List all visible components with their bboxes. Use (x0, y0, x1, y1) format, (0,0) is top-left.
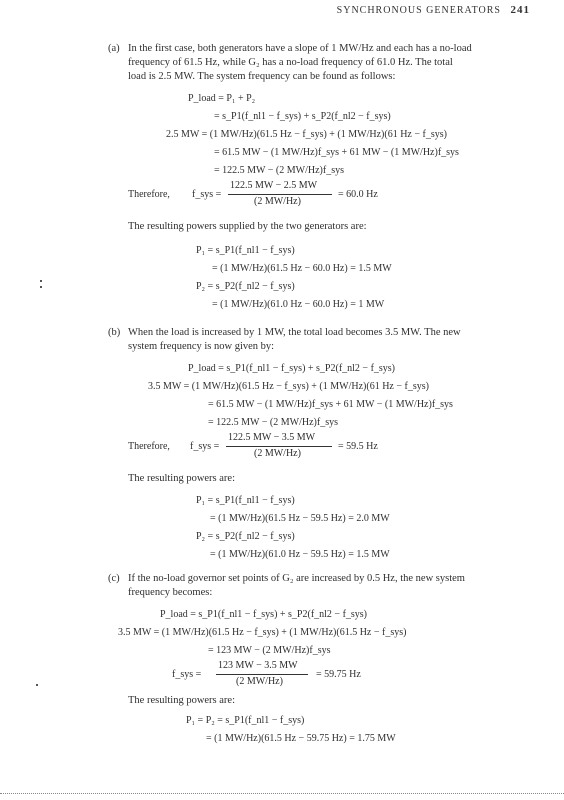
part-c-line-2: frequency becomes: (128, 587, 213, 598)
part-b-fsys-lhs: f_sys = (190, 441, 220, 452)
part-a-fsys-result: = 60.0 Hz (338, 189, 378, 200)
part-b-fsys-denominator: (2 MW/Hz) (254, 448, 301, 459)
part-c-line-1: If the no-load governor set points of G₂ are increased by 0.5 Hz, the new system (128, 573, 465, 584)
part-a-therefore: Therefore, (128, 189, 170, 200)
part-a-eq-2: = s_P1(f_nl1 − f_sys) + s_P2(f_nl2 − f_sys) (214, 111, 391, 122)
part-a-line-1: In the first case, both generators have a slope of 1 MW/Hz and each has a no-load (128, 43, 472, 54)
part-b-fsys-result: = 59.5 Hz (338, 441, 378, 452)
part-a-eq-3: 2.5 MW = (1 MW/Hz)(61.5 Hz − f_sys) + (1 MW/Hz)(61 Hz − f_sys) (166, 129, 447, 140)
part-c-power-1: P₁ = P₂ = s_P1(f_nl1 − f_sys) (186, 715, 305, 726)
part-c-fsys-result: = 59.75 Hz (316, 669, 361, 680)
part-b-line-2: system frequency is now given by: (128, 341, 275, 352)
part-a-line-3: load is 2.5 MW. The system frequency can be found as follows: (128, 71, 396, 82)
part-a-line-2: frequency of 61.5 Hz, while G₂ has a no-load frequency of 61.0 Hz. The total (128, 57, 453, 68)
part-a-power-2: = (1 MW/Hz)(61.5 Hz − 60.0 Hz) = 1.5 MW (212, 263, 392, 274)
scan-speck (40, 280, 42, 282)
part-a-label: (a) (108, 43, 120, 54)
part-b-fraction-bar (226, 446, 332, 447)
part-a-fraction-bar (228, 194, 332, 195)
part-c-eq-2: 3.5 MW = (1 MW/Hz)(61.5 Hz − f_sys) + (1 MW/Hz)(61.5 Hz − f_sys) (118, 627, 407, 638)
part-b-power-intro: The resulting powers are: (128, 473, 236, 484)
page-bottom-edge (0, 793, 564, 800)
part-a-power-3: P₂ = s_P2(f_nl2 − f_sys) (196, 281, 295, 292)
part-c-eq-3: = 123 MW − (2 MW/Hz)f_sys (208, 645, 331, 656)
part-c-fsys-lhs: f_sys = (172, 669, 202, 680)
scan-speck (36, 684, 38, 686)
page-number: 241 (510, 4, 530, 16)
part-a-power-intro: The resulting powers supplied by the two generators are: (128, 221, 367, 232)
running-title: SYNCHRONOUS GENERATORS (336, 5, 501, 16)
page-header (337, 4, 530, 16)
part-b-eq-4: = 122.5 MW − (2 MW/Hz)f_sys (208, 417, 338, 428)
part-c-power-intro: The resulting powers are: (128, 695, 236, 706)
part-c-fsys-denominator: (2 MW/Hz) (236, 676, 283, 687)
part-b-eq-2: 3.5 MW = (1 MW/Hz)(61.5 Hz − f_sys) + (1 MW/Hz)(61 Hz − f_sys) (148, 381, 429, 392)
part-b-power-4: = (1 MW/Hz)(61.0 Hz − 59.5 Hz) = 1.5 MW (210, 549, 390, 560)
part-b-line-1: When the load is increased by 1 MW, the total load becomes 3.5 MW. The new (128, 327, 461, 338)
part-b-fsys-numerator: 122.5 MW − 3.5 MW (228, 432, 316, 443)
part-b-power-1: P₁ = s_P1(f_nl1 − f_sys) (196, 495, 295, 506)
part-b-therefore: Therefore, (128, 441, 170, 452)
part-a-eq-5: = 122.5 MW − (2 MW/Hz)f_sys (214, 165, 344, 176)
part-c-power-2: = (1 MW/Hz)(61.5 Hz − 59.75 Hz) = 1.75 MW (206, 733, 396, 744)
part-a-fsys-numerator: 122.5 MW − 2.5 MW (230, 180, 318, 191)
part-c-label: (c) (108, 573, 120, 584)
part-b-eq-3: = 61.5 MW − (1 MW/Hz)f_sys + 61 MW − (1 MW/Hz)f_sys (208, 399, 453, 410)
part-b-label: (b) (108, 327, 121, 338)
part-c-fsys-numerator: 123 MW − 3.5 MW (218, 660, 298, 671)
part-a-fsys-denominator: (2 MW/Hz) (254, 196, 301, 207)
scan-speck (40, 286, 42, 288)
part-a-fsys-lhs: f_sys = (192, 189, 222, 200)
part-a-power-1: P₁ = s_P1(f_nl1 − f_sys) (196, 245, 295, 256)
part-b-power-2: = (1 MW/Hz)(61.5 Hz − 59.5 Hz) = 2.0 MW (210, 513, 390, 524)
part-a-power-4: = (1 MW/Hz)(61.0 Hz − 60.0 Hz) = 1 MW (212, 299, 385, 310)
part-c-eq-1: P_load = s_P1(f_nl1 − f_sys) + s_P2(f_nl2 − f_sys) (160, 609, 368, 620)
part-b-eq-1: P_load = s_P1(f_nl1 − f_sys) + s_P2(f_nl2 − f_sys) (188, 363, 396, 374)
part-a-eq-1: P_load = P₁ + P₂ (188, 93, 256, 104)
part-b-power-3: P₂ = s_P2(f_nl2 − f_sys) (196, 531, 295, 542)
part-a-eq-4: = 61.5 MW − (1 MW/Hz)f_sys + 61 MW − (1 MW/Hz)f_sys (214, 147, 459, 158)
part-c-fraction-bar (216, 674, 308, 675)
